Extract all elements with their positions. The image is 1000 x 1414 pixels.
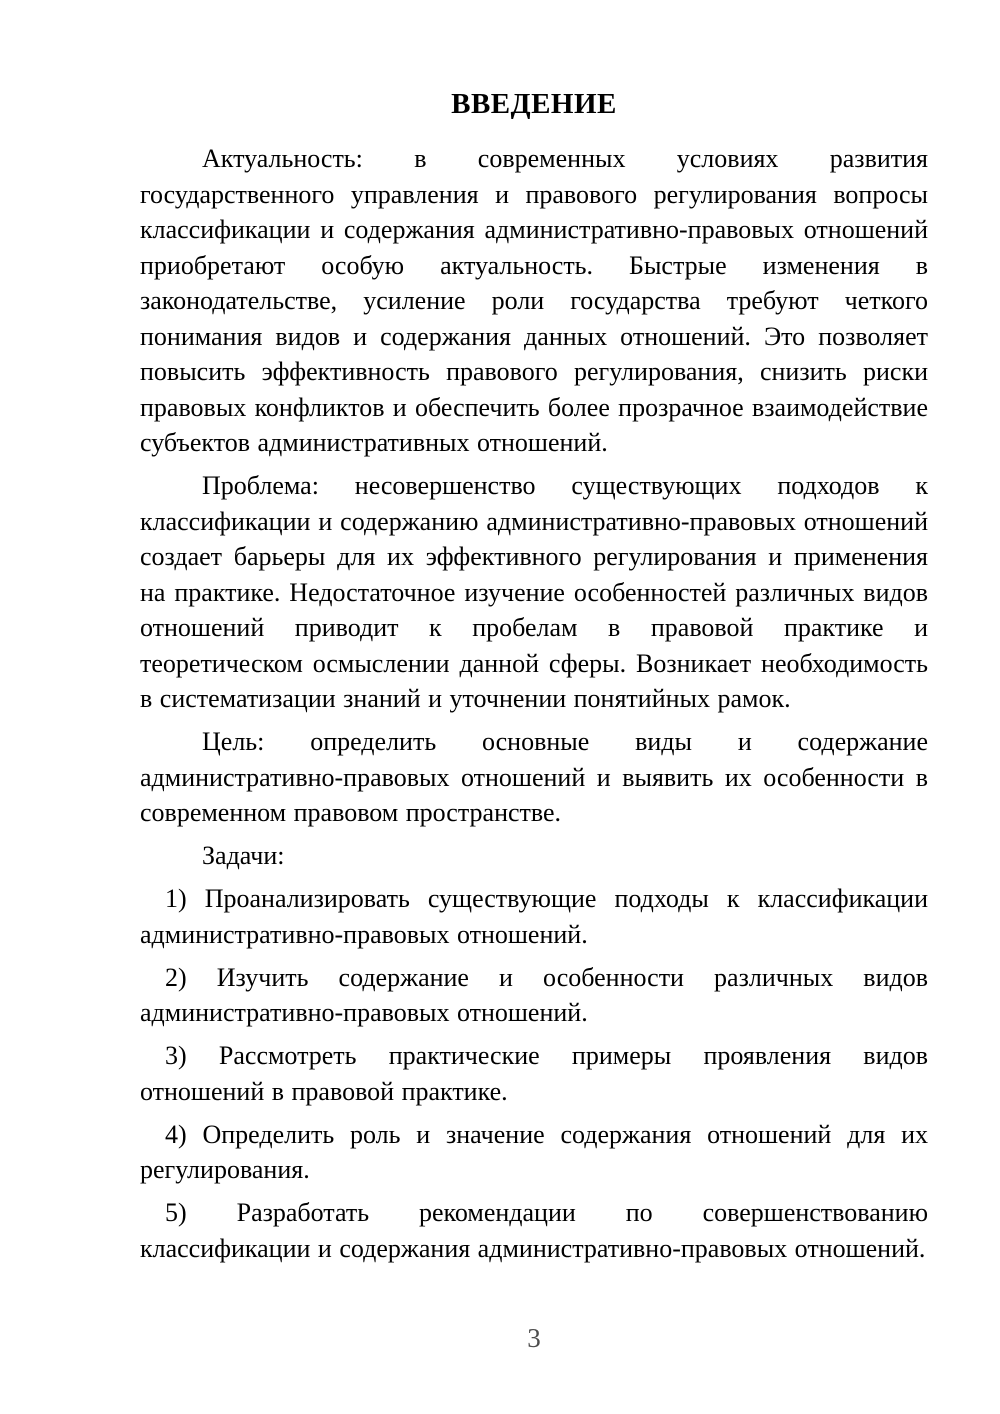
paragraph-goal: Цель: определить основные виды и содержание административно-правовых отношений и выявить их особенности в современном правовом пространстве. [140,727,928,827]
paragraph-tasks-label: Задачи: [202,841,285,870]
task-item-1: 1) Проанализировать существующие подходы к классификации административно-правовых отношений. [140,884,928,949]
task-item-5: 5) Разработать рекомендации по совершенствованию классификации и содержания административно-правовых отношений. [140,1198,928,1263]
text-block [140,86,928,1274]
task-item-3: 3) Рассмотреть практические примеры проявления видов отношений в правовой практике. [140,1041,928,1106]
page-number: 3 [527,1323,541,1353]
task-item-4: 4) Определить роль и значение содержания отношений для их регулирования. [140,1119,928,1184]
page-title: ВВЕДЕНИЕ [451,88,617,120]
paragraph-problem: Проблема: несовершенство существующих подходов к классификации и содержанию административно-правовых отношений создает барьеры для их эффективного регулирования и применения на практике. Недостаточное изучение особенностей различных видов отношений приводит к пробелам в правовой практике и теоретическом осмыслении данной сферы. Возникает необходимость в систематизации знаний и уточнении понятийных рамок. [140,471,928,713]
task-item-2: 2) Изучить содержание и особенности различных видов административно-правовых отношений. [140,962,928,1027]
paragraph-relevance: Актуальность: в современных условиях развития государственного управления и правового регулирования вопросы классификации и содержания административно-правовых отношений приобретают особую актуальность. Быстрые изменения в законодательстве, усиление роли государства требуют четкого понимания видов и содержания данных отношений. Это позволяет повысить эффективность правового регулирования, снизить риски правовых конфликтов и обеспечить более прозрачное взаимодействие субъектов административных отношений. [140,144,928,457]
